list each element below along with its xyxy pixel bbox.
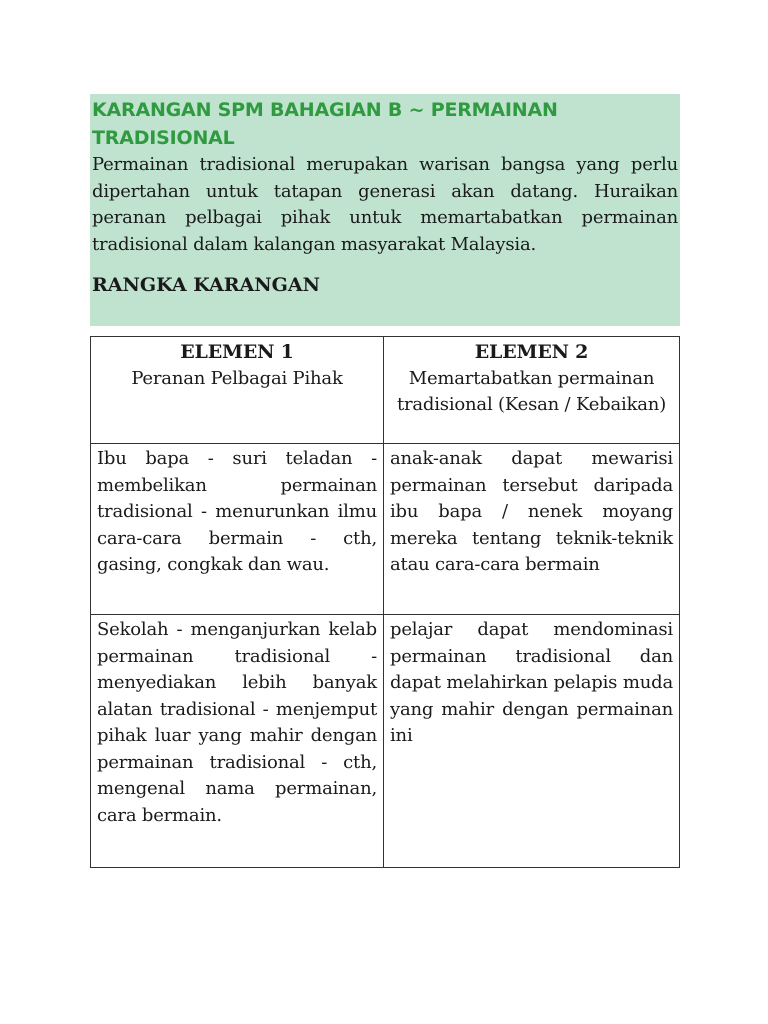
header-cell-element-2: [384, 337, 680, 444]
element-1-subtitle: Peranan Pelbagai Pihak: [131, 367, 343, 389]
table-cell-element-1: Sekolah - menganjurkan kelab permainan tradisional - menyediakan lebih banyak alatan tradisional - menjemput pihak luar yang mahir dengan permainan tradisional - cth, mengenal nama permainan, cara bermain.: [91, 615, 384, 868]
element-2-title: ELEMEN 2: [474, 341, 589, 363]
header-cell-element-1: [91, 337, 384, 444]
essay-question-text: Permainan tradisional merupakan warisan bangsa yang perlu dipertahan untuk tatapan generasi akan datang. Huraikan peranan pelbagai pihak untuk memartabatkan permainan tradisional dalam kalangan masyarakat Malaysia.: [92, 154, 678, 255]
table-cell-element-2: pelajar dapat mendominasi permainan tradisional dan dapat melahirkan pelapis muda yang mahir dengan permainan ini: [384, 615, 680, 868]
table-cell-element-1: Ibu bapa - suri teladan - membelikan permainan tradisional - menurunkan ilmu cara-cara bermain - cth, gasing, congkak dan wau.: [91, 444, 384, 615]
essay-question-block: [90, 94, 680, 326]
outline-heading: RANGKA KARANGAN: [92, 274, 320, 296]
table-row: [91, 615, 680, 868]
table-cell-element-2: anak-anak dapat mewarisi permainan tersebut daripada ibu bapa / nenek moyang mereka tentang teknik-teknik atau cara-cara bermain: [384, 444, 680, 615]
element-1-title: ELEMEN 1: [180, 341, 294, 363]
table-header-row: [91, 337, 680, 444]
table-row: [91, 444, 680, 615]
outline-table: [90, 336, 680, 868]
essay-title: KARANGAN SPM BAHAGIAN B ~ PERMAINAN TRADISIONAL: [92, 99, 558, 149]
element-2-subtitle: Memartabatkan permainan tradisional (Kesan / Kebaikan): [396, 367, 667, 415]
